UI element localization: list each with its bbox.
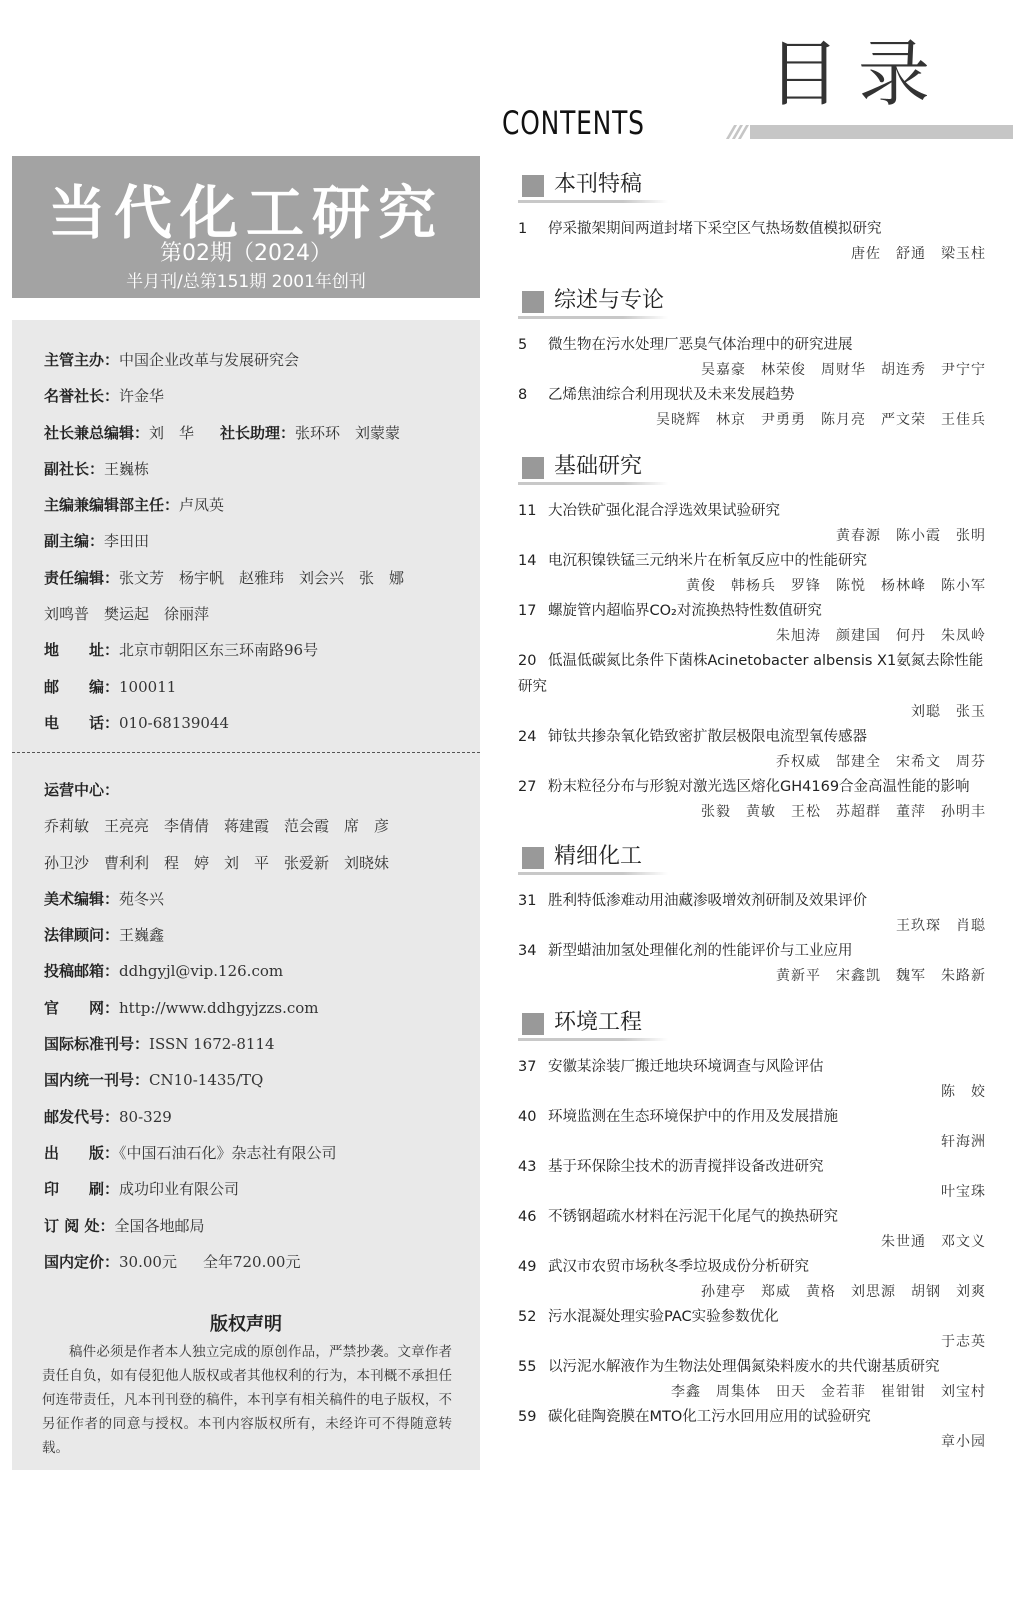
staff-row-president: 社长兼总编辑：刘 华 社长助理：张环环 刘蒙蒙: [44, 423, 401, 442]
staff-row-chief: 主编兼编辑部主任：卢凤英: [44, 496, 225, 515]
entry-title: 大冶铁矿强化混合浮选效果试验研究: [548, 503, 780, 519]
entry-authors: 叶宝珠: [941, 1184, 986, 1200]
journal-frequency: 半月刊/总第151期 2001年创刊: [126, 272, 366, 292]
entry-page-number: 49: [518, 1259, 537, 1275]
entry-title: 环境监测在生态环境保护中的作用及发展措施: [548, 1109, 838, 1125]
entry-title: 不锈钢超疏水材料在污泥干化尾气的换热研究: [548, 1209, 838, 1225]
entry-authors: 张毅 黄敏 王松 苏超群 董萍 孙明丰: [701, 804, 986, 820]
entry-title-line: [518, 1154, 986, 1180]
entry-page-number: 31: [518, 893, 537, 909]
toc-article-list: [518, 888, 986, 988]
entry-page-number: 55: [518, 1359, 537, 1375]
entry-page-number: 46: [518, 1209, 537, 1225]
section-underline: [518, 200, 668, 203]
toc-entry[interactable]: [518, 888, 986, 938]
toc-entry[interactable]: [518, 1404, 986, 1454]
journal-title: 当代化工研究: [47, 179, 444, 247]
entry-title-line: [518, 1304, 986, 1330]
entry-title-line: [518, 1204, 986, 1230]
section-title: 环境工程: [554, 1010, 643, 1035]
toc-section: [518, 284, 986, 318]
staff-row-sponsor: 主管主办：中国企业改革与发展研究会: [44, 351, 300, 369]
entry-title-line: [518, 598, 986, 624]
entry-authors: 刘聪 张玉: [911, 704, 986, 720]
entry-title: 安徽某涂装厂搬迁地块环境调查与风险评估: [548, 1059, 824, 1075]
entry-title-line: [518, 1054, 986, 1080]
ops-row-email: 投稿邮箱：ddhgyjl@vip.126.com: [44, 962, 284, 981]
toc-entry[interactable]: [518, 498, 986, 548]
staff-row-vice: 副社长：王巍栋: [44, 459, 150, 478]
entry-title: 螺旋管内超临界CO₂对流换热特性数值研究: [548, 603, 822, 619]
entry-authors: 唐佐 舒通 梁玉柱: [851, 246, 986, 262]
entry-authors: 李鑫 周集体 田天 金若菲 崔钳钳 刘宝村: [671, 1384, 986, 1400]
entry-authors: 吴晓辉 林京 尹勇勇 陈月亮 严文荣 王佳兵: [656, 412, 986, 428]
entry-title-line: [518, 548, 986, 574]
toc-section: [518, 840, 986, 874]
entry-authors: 孙建亭 郑威 黄格 刘思源 胡钢 刘爽: [701, 1284, 986, 1300]
entry-authors: 吴嘉豪 林荣俊 周财华 胡连秀 尹宁宁: [701, 362, 986, 378]
copyright-text: 稿件必须是作者本人独立完成的原创作品，严禁抄袭。文章作者责任自负，如有侵犯他人版权或者其他权利的行为，本刊概不承担任何连带责任，凡本刊刊登的稿件，本刊享有相关稿件的电子版权，不另征作者的同意与授权。本刊内容版权所有，未经许可不得随意转载。: [42, 1344, 452, 1456]
entry-authors: 王玖琛 肖聪: [896, 918, 986, 934]
entry-title: 微生物在污水处理厂恶臭气体治理中的研究进展: [548, 337, 853, 353]
header-stripe-decoration: [728, 125, 1013, 139]
section-title: 基础研究: [554, 454, 643, 479]
entry-page-number: 1: [518, 221, 528, 237]
ops-row-price: 国内定价：30.00元 全年720.00元: [44, 1252, 301, 1271]
entry-title: 粉末粒径分布与形貌对激光选区熔化GH4169合金高温性能的影响: [548, 779, 970, 795]
entry-title: 以污泥水解液作为生物法处理偶氮染料废水的共代谢基质研究: [548, 1359, 940, 1375]
staff-row-phone: 电 话：010-68139044: [44, 713, 230, 732]
entry-title-line: [518, 648, 986, 700]
journal-issue: 第02期（2024）: [160, 241, 332, 266]
entry-page-number: 17: [518, 603, 537, 619]
entry-title-line: [518, 1254, 986, 1280]
entry-authors: 黄俊 韩杨兵 罗锋 陈悦 杨林峰 陈小军: [686, 578, 986, 594]
ops-row-printer: 印 刷：成功印业有限公司: [44, 1180, 240, 1199]
section-square-marker: [522, 1013, 544, 1035]
entry-page-number: 59: [518, 1409, 537, 1425]
ops-row-center-2: 孙卫沙 曹利利 程 婷 刘 平 张爱新 刘晓妹: [44, 853, 390, 872]
entry-authors: 轩海洲: [941, 1134, 986, 1150]
entry-page-number: 34: [518, 943, 537, 959]
toc-heading-english: CONTENTS: [502, 104, 645, 142]
entry-page-number: 40: [518, 1109, 537, 1125]
entry-authors: 黄新平 宋鑫凯 魏军 朱路新: [776, 968, 986, 984]
entry-page-number: 14: [518, 553, 537, 569]
operations-list: [44, 772, 464, 1280]
entry-title: 基于环保除尘技术的沥青搅拌设备改进研究: [548, 1159, 824, 1175]
ops-row-center-1: 乔莉敏 王亮亮 李倩倩 蒋建霞 范会霞 席 彦: [44, 817, 390, 836]
entry-title: 铈钛共掺杂氧化锆致密扩散层极限电流型氧传感器: [548, 729, 867, 745]
entry-page-number: 37: [518, 1059, 537, 1075]
toc-entry[interactable]: [518, 1204, 986, 1254]
toc-article-list: [518, 1054, 986, 1454]
entry-title: 胜利特低渗难动用油藏渗吸增效剂研制及效果评价: [548, 893, 867, 909]
entry-authors: 于志英: [941, 1334, 986, 1350]
entry-authors: 章小园: [941, 1434, 986, 1450]
section-square-marker: [522, 457, 544, 479]
entry-title-line: [518, 938, 986, 964]
staff-row-editors: 责任编辑：张文芳 杨宇帆 赵雅玮 刘会兴 张 娜: [44, 568, 405, 587]
section-title: 本刊特稿: [554, 172, 643, 197]
entry-title-line: [518, 1354, 986, 1380]
staff-row-address: 地 址：北京市朝阳区东三环南路96号: [44, 641, 319, 660]
staff-row-post: 邮 编：100011: [44, 677, 177, 696]
staff-row-vicechief: 副主编：李田田: [44, 532, 150, 551]
entry-page-number: 43: [518, 1159, 537, 1175]
toc-entry[interactable]: [518, 598, 986, 648]
toc-entry[interactable]: [518, 1104, 986, 1154]
toc-entry[interactable]: [518, 1054, 986, 1104]
staff-row-honor: 名誉社长：许金华: [44, 387, 165, 406]
ops-row-cn: 国内统一刊号：CN10-1435/TQ: [44, 1071, 264, 1090]
section-underline: [518, 316, 668, 319]
entry-authors: 黄春源 陈小霞 张明: [836, 528, 986, 544]
entry-authors: 陈 姣: [941, 1084, 986, 1100]
section-title: 综述与专论: [554, 288, 665, 313]
entry-title: 低温低碳氮比条件下菌株Acinetobacter albensis X1氨氮去除性能研究: [518, 653, 984, 695]
toc-entry[interactable]: [518, 724, 986, 774]
toc-entry[interactable]: [518, 938, 986, 988]
ops-row-subscription: 订 阅 处：全国各地邮局: [44, 1216, 205, 1235]
section-title: 精细化工: [554, 844, 643, 869]
entry-title-line: [518, 1404, 986, 1430]
entry-page-number: 52: [518, 1309, 537, 1325]
journal-title-block: [12, 156, 480, 298]
entry-title: 武汉市农贸市场秋冬季垃圾成份分析研究: [548, 1259, 809, 1275]
section-underline: [518, 482, 668, 485]
section-square-marker: [522, 291, 544, 313]
toc-entry[interactable]: [518, 1254, 986, 1304]
section-square-marker: [522, 847, 544, 869]
entry-page-number: 11: [518, 503, 537, 519]
entry-page-number: 24: [518, 729, 537, 745]
masthead-info-panel: [12, 320, 480, 1470]
toc-article-list: [518, 332, 986, 432]
entry-title-line: [518, 332, 986, 358]
ops-row-issn: 国际标准刊号：ISSN 1672-8114: [44, 1035, 275, 1054]
entry-title-line: [518, 498, 986, 524]
section-square-marker: [522, 175, 544, 197]
entry-page-number: 8: [518, 387, 528, 403]
entry-authors: 朱世通 邓文义: [881, 1234, 986, 1250]
ops-row-web: 官 网：http://www.ddhgyjzzs.com: [44, 998, 319, 1017]
entry-title-line: [518, 774, 986, 800]
staff-row-editors-cont: 刘鸣普 樊运起 徐丽萍: [44, 605, 210, 624]
toc-section: [518, 1006, 986, 1040]
email-value: ddhgyjl@vip.126.com: [119, 962, 284, 981]
toc-section: [518, 168, 986, 202]
copyright-title: 版权声明: [210, 1314, 282, 1335]
toc-article-list: [518, 216, 986, 266]
staff-list: [44, 342, 464, 741]
toc-entry[interactable]: [518, 548, 986, 598]
website-value: http://www.ddhgyjzzs.com: [119, 998, 319, 1017]
entry-title-line: [518, 888, 986, 914]
entry-authors: 朱旭涛 颜建国 何丹 朱凤岭: [776, 628, 986, 644]
entry-title-line: [518, 216, 986, 242]
entry-authors: 乔权威 郜建全 宋希文 周芬: [776, 754, 986, 770]
section-underline: [518, 872, 668, 875]
entry-title-line: [518, 382, 986, 408]
entry-title: 污水混凝处理实验PAC实验参数优化: [548, 1309, 779, 1325]
entry-title-line: [518, 1104, 986, 1130]
section-underline: [518, 1038, 668, 1041]
toc-heading-chinese: 目录: [768, 32, 949, 116]
ops-row-art: 美术编辑：苑冬兴: [44, 889, 165, 908]
toc-section: [518, 450, 986, 484]
toc-article-list: [518, 498, 986, 824]
toc-entry[interactable]: [518, 382, 986, 432]
ops-row-legal: 法律顾问：王巍鑫: [44, 926, 165, 945]
entry-page-number: 27: [518, 779, 537, 795]
ops-row-publisher: 出 版：《中国石油石化》杂志社有限公司: [44, 1143, 337, 1162]
entry-title: 电沉积镍铁锰三元纳米片在析氧反应中的性能研究: [548, 553, 867, 569]
entry-title-line: [518, 724, 986, 750]
toc-entry[interactable]: [518, 648, 986, 724]
ops-row-postcode: 邮发代号：80-329: [44, 1107, 172, 1126]
entry-title: 新型蜡油加氢处理催化剂的性能评价与工业应用: [548, 943, 853, 959]
toc-entry[interactable]: [518, 1354, 986, 1404]
dashed-divider: [12, 752, 480, 753]
entry-page-number: 20: [518, 653, 537, 669]
toc-entry[interactable]: [518, 1304, 986, 1354]
entry-title: 停采撤架期间两道封堵下采空区气热场数值模拟研究: [548, 221, 882, 237]
entry-title: 碳化硅陶瓷膜在MTO化工污水回用应用的试验研究: [548, 1409, 871, 1425]
toc-entry[interactable]: [518, 332, 986, 382]
entry-page-number: 5: [518, 337, 528, 353]
entry-title: 乙烯焦油综合利用现状及未来发展趋势: [548, 387, 795, 403]
toc-entry[interactable]: [518, 216, 986, 266]
toc-entry[interactable]: [518, 774, 986, 824]
toc-entry[interactable]: [518, 1154, 986, 1204]
ops-row-center-label: 运营中心：: [44, 781, 120, 799]
